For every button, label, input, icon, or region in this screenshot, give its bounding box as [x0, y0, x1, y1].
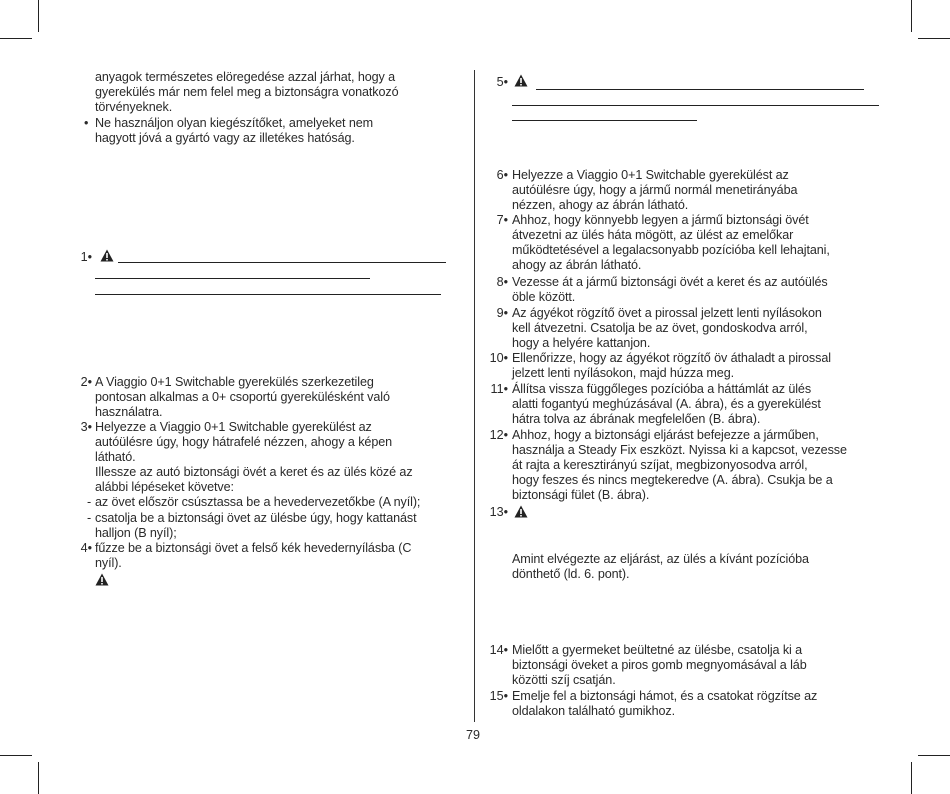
item-line: hátra tolva az ábrának megfelelően (B. ábra).: [512, 412, 761, 426]
item-line: Illessze az autó biztonsági övét a keret és az ülés közé az: [95, 465, 413, 479]
crop-mark: [918, 755, 950, 756]
item-line: fűzze be a biztonsági övet a felső kék hevedernyílásba (C: [95, 541, 412, 555]
bullet-line: Ne használjon olyan kiegészítőket, amelyeket nem: [95, 116, 374, 130]
item-line: át rajta a keresztirányú szíjat, megbizonyosodva arról,: [512, 458, 808, 472]
blank-line: [536, 89, 864, 90]
dash-marker: -: [87, 495, 92, 509]
item-number: 8•: [496, 275, 508, 289]
blank-line: [512, 120, 697, 121]
item-number: 15•: [489, 689, 508, 703]
blank-line: [118, 262, 446, 263]
crop-mark: [38, 762, 39, 794]
item-line: A Viaggio 0+1 Switchable gyerekülés szerkezetileg: [95, 375, 374, 389]
warning-icon: [514, 505, 528, 518]
bullet-line: hagyott jóvá a gyártó vagy az illetékes hatóság.: [95, 131, 355, 145]
blank-line: [512, 105, 879, 106]
item-line: használatra.: [95, 405, 163, 419]
item-line: átvezetni az ülés háta mögött, az ülést az emelőkar: [512, 228, 794, 242]
item-line: használja a Steady Fix eszközt. Nyissa ki a kapcsot, vezesse: [512, 443, 847, 457]
dash-line: halljon (B nyíl);: [95, 526, 177, 540]
item-line: autóülésre úgy, hogy hátrafelé nézzen, ahogy a képen: [95, 435, 393, 449]
crop-mark: [0, 755, 32, 756]
item-number: 9•: [496, 306, 508, 320]
crop-mark: [911, 762, 912, 794]
item-line: jelzett lenti nyílásokon, majd húzza meg.: [512, 366, 735, 380]
crop-mark: [911, 0, 912, 32]
item-line: biztonsági öveket a piros gomb megnyomásával a láb: [512, 658, 807, 672]
warning-icon: [514, 74, 528, 87]
intro-line: törvényeknek.: [95, 100, 173, 114]
item-line: Helyezze a Viaggio 0+1 Switchable gyerekülést az: [95, 420, 372, 434]
item-line: Emelje fel a biztonsági hámot, és a csatokat rögzítse az: [512, 689, 818, 703]
column-divider: [474, 70, 475, 722]
warning-icon: [95, 573, 109, 586]
item-line: nézzen, ahogy az ábrán látható.: [512, 198, 689, 212]
warning-icon: [100, 249, 114, 262]
item-line: kell átvezetni. Csatolja be az övet, gondoskodva arról,: [512, 321, 808, 335]
item-number: 2•: [80, 375, 92, 389]
crop-mark: [38, 0, 39, 32]
bullet-marker: •: [84, 116, 89, 130]
item-line: alatti fogantyú meghúzásával (A. ábra), és a gyerekülést: [512, 397, 821, 411]
item-line: látható.: [95, 450, 136, 464]
blank-line: [95, 294, 441, 295]
item-line: Állítsa vissza függőleges pozícióba a háttámlát az ülés: [512, 382, 812, 396]
item-line: biztonsági fület (B. ábra).: [512, 488, 650, 502]
intro-line: gyerekülés már nem felel meg a biztonságra vonatkozó: [95, 85, 399, 99]
dash-marker: -: [87, 511, 92, 525]
item-line: Ellenőrizze, hogy az ágyékot rögzítő öv áthaladt a pirossal: [512, 351, 831, 365]
item-number: 6•: [496, 168, 508, 182]
item-line: Az ágyékot rögzítő övet a pirossal jelzett lenti nyílásokon: [512, 306, 822, 320]
item-line: alábbi lépéseket követve:: [95, 480, 234, 494]
item-number: 7•: [496, 213, 508, 227]
item-number: 1•: [80, 250, 92, 264]
item-number: 5•: [496, 75, 508, 89]
dash-line: csatolja be a biztonsági övet az ülésbe úgy, hogy kattanást: [95, 511, 417, 525]
item-line: Helyezze a Viaggio 0+1 Switchable gyerekülést az: [512, 168, 789, 182]
item-line: nyíl).: [95, 556, 122, 570]
item-line: működtetésével a legalacsonyabb pozícióba kell lehajtani,: [512, 243, 830, 257]
page-number: 79: [466, 728, 481, 742]
item-number: 14•: [489, 643, 508, 657]
item-number: 12•: [489, 428, 508, 442]
item-number: 13•: [489, 505, 508, 519]
item-line: oldalakon található gumikhoz.: [512, 704, 676, 718]
dash-line: az övet először csúsztassa be a hevedervezetőkbe (A nyíl);: [95, 495, 421, 509]
item-line: hogy a helyére kattanjon.: [512, 336, 651, 350]
item-line: Vezesse át a jármű biztonsági övét a keret és az autóülés: [512, 275, 828, 289]
item-line: öble között.: [512, 290, 576, 304]
item-number: 4•: [80, 541, 92, 555]
item-line: közötti szíj csatján.: [512, 673, 616, 687]
item-line: Ahhoz, hogy könnyebb legyen a jármű biztonsági övét: [512, 213, 809, 227]
item-line: Ahhoz, hogy a biztonsági eljárást befejezze a járműben,: [512, 428, 819, 442]
item-line: pontosan alkalmas a 0+ csoportú gyerekülésként való: [95, 390, 390, 404]
item-number: 3•: [80, 420, 92, 434]
item-line: Amint elvégezte az eljárást, az ülés a kívánt pozícióba: [512, 552, 809, 566]
item-line: hogy feszes és nincs megtekeredve (A. ábra). Csukja be a: [512, 473, 833, 487]
item-number: 11•: [490, 382, 508, 396]
intro-line: anyagok természetes elöregedése azzal járhat, hogy a: [95, 70, 396, 84]
item-line: ahogy az ábrán látható.: [512, 258, 642, 272]
blank-line: [95, 278, 370, 279]
item-number: 10•: [489, 351, 508, 365]
item-line: Mielőtt a gyermeket beültetné az ülésbe, csatolja ki a: [512, 643, 803, 657]
crop-mark: [918, 38, 950, 39]
item-line: autóülésre úgy, hogy a jármű normál menetirányába: [512, 183, 798, 197]
item-line: dönthető (ld. 6. pont).: [512, 567, 630, 581]
crop-mark: [0, 38, 32, 39]
